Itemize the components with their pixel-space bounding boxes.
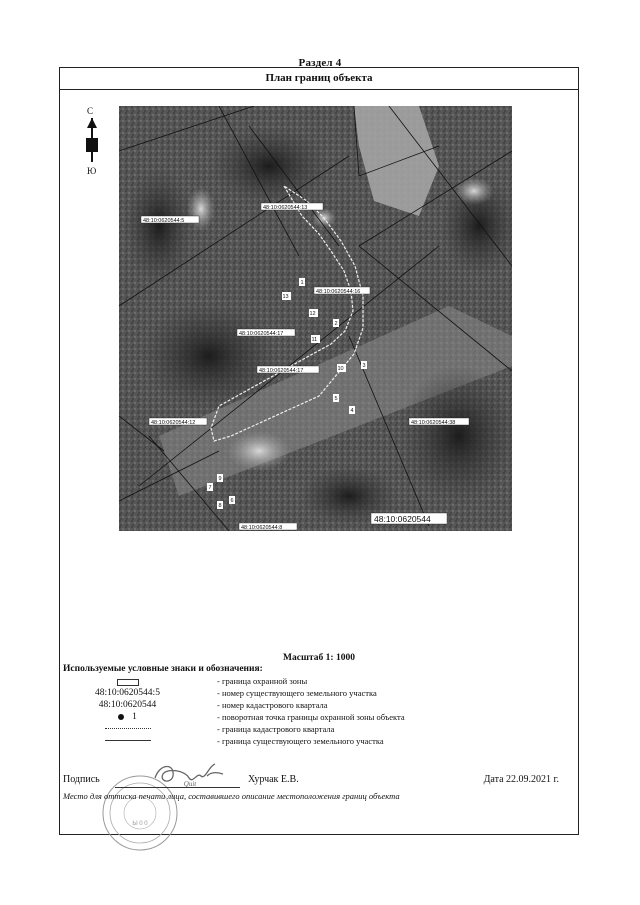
page-title: План границ объекта — [60, 68, 578, 90]
map-label-parcel: 48:10:0620544:5 — [143, 218, 185, 224]
legend-item: - граница существующего земельного участка — [60, 736, 578, 748]
legend-item: - граница кадастрового квартала — [60, 724, 578, 736]
map-label-quarter: 48:10:0620544 — [374, 514, 431, 524]
map-point-label: 8 — [218, 503, 222, 509]
legend-item: 48:10:0620544 - номер кадастрового квартала — [98, 700, 328, 710]
map-point-label: 10 — [337, 366, 344, 372]
map-point-label: 7 — [208, 485, 212, 491]
map-point-label: 13 — [282, 294, 289, 300]
map-label-parcel: 48:10:0620544:38 — [411, 420, 456, 426]
map-label-parcel: 48:10:0620544:17 — [259, 368, 304, 374]
handwritten-signature — [145, 758, 235, 788]
map-label-parcel: 48:10:0620544:8 — [241, 525, 283, 531]
legend-title: Используемые условные знаки и обозначения: — [63, 664, 263, 674]
map-label-parcel: 48:10:0620544:13 — [263, 205, 308, 211]
map-point-label: 5 — [334, 396, 338, 402]
satellite-map — [119, 106, 512, 531]
legend-item: 1 - поворотная точка границы охранной зоны объекта — [60, 712, 578, 724]
map-point-label: 11 — [311, 337, 318, 343]
compass-south-label: Ю — [87, 166, 97, 176]
map-point-label: 6 — [230, 498, 234, 504]
north-arrow — [84, 106, 100, 178]
map-scale: Масштаб 1: 1000 — [283, 653, 355, 663]
map-point-label: 1 — [300, 280, 304, 286]
signature-row — [63, 774, 575, 790]
parcel-boundary-symbol — [60, 736, 195, 746]
map-point-label: 3 — [362, 363, 366, 369]
document-frame — [59, 67, 579, 835]
map-point-label: 4 — [350, 408, 354, 414]
legend-item: 48:10:0620544:5 - номер существующего земельного участка — [95, 688, 377, 698]
signature-date: Дата 22.09.2021 г. — [483, 774, 559, 785]
stamp-place-note: Место для оттиска печати лица, составившего описание местоположения границ объекта — [63, 791, 400, 801]
map-label-parcel: 48:10:0620544:16 — [316, 289, 361, 295]
compass-north-label: С — [87, 106, 94, 116]
turning-point-icon — [118, 714, 124, 720]
map-label-parcel: 48:10:0620544:12 — [151, 420, 196, 426]
section-title: Раздел 4 — [298, 57, 342, 69]
signature-label: Подпись — [63, 774, 100, 785]
map-point-label: 2 — [334, 321, 338, 327]
map-point-label: 12 — [309, 311, 316, 317]
map-point-label: 9 — [218, 476, 222, 482]
legend-item: - граница охранной зоны — [60, 676, 578, 688]
handwritten-signature-text: Quit — [183, 780, 197, 788]
signer-name: Хурчак Е.В. — [248, 774, 299, 785]
stamp-seal-text: Ы 0 0 — [132, 821, 148, 827]
map-label-parcel: 48:10:0620544:17 — [239, 331, 284, 337]
quarter-boundary-symbol — [60, 724, 195, 734]
